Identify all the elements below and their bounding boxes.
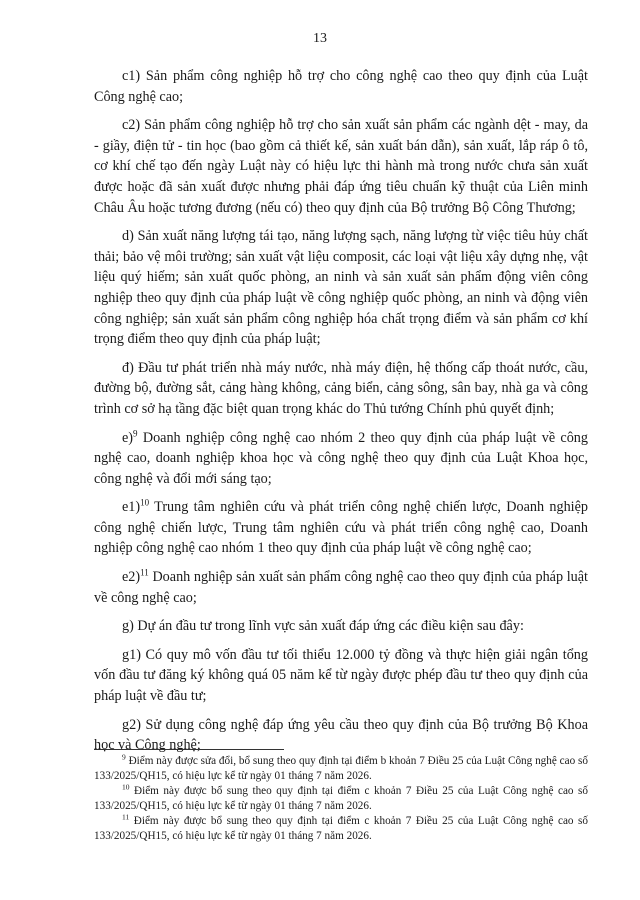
footnote-number: 10 <box>122 782 130 792</box>
paragraph-text: c2) Sản phẩm công nghiệp hỗ trợ cho sản xuất sản phẩm các ngành dệt - may, da - giầy, điện tử - tin học (bao gồm cả thiết kế, sản xuất bán dẫn), sản xuất, lắp ráp ô tô, cơ khí chế tạo đến ngày Luật này có hiệu lực thi hành mà trong nước chưa sản xuất được hoặc đã sản xuất được nhưng phải đáp ứng tiêu chuẩn kỹ thuật của Liên minh Châu Âu hoặc tương đương (nếu có) theo quy định của Bộ trưởng Bộ Công Thương; <box>94 117 588 216</box>
paragraph-g <box>94 616 588 637</box>
footnotes <box>94 754 588 844</box>
footnote-ref: 11 <box>140 567 149 578</box>
footnote-ref: 10 <box>140 497 150 508</box>
paragraph-text: g2) Sử dụng công nghệ đáp ứng yêu cầu theo quy định của Bộ trưởng Bộ Khoa học và Công nghệ; <box>94 716 588 754</box>
paragraph-text: Trung tâm nghiên cứu và phát triển công nghệ chiến lược, Doanh nghiệp công nghệ chiến lược, Trung tâm nghiên cứu và phát triển công nghệ cao, Doanh nghiệp công nghệ cao nhóm 1 theo quy định của pháp luật về công nghệ cao; <box>94 499 588 557</box>
paragraph-label: e1) <box>122 499 141 516</box>
footnote-10 <box>94 784 588 814</box>
footnote-number: 11 <box>122 812 130 822</box>
paragraph-c1 <box>94 66 588 107</box>
paragraph-text: Doanh nghiệp công nghệ cao nhóm 2 theo quy định của pháp luật về công nghệ cao, doanh nghiệp khoa học và công nghệ theo quy định của Luật Khoa học, công nghệ và đổi mới sáng tạo; <box>94 429 588 487</box>
footnote-text: Điểm này được sửa đổi, bổ sung theo quy định tại điểm b khoản 7 Điều 25 của Luật Công nghệ cao số 133/2025/QH15, có hiệu lực kể từ ngày 01 tháng 7 năm 2026. <box>94 755 588 782</box>
paragraph-dd <box>94 358 588 420</box>
footnote-divider <box>94 749 284 750</box>
paragraph-text: d) Sản xuất năng lượng tái tạo, năng lượng sạch, năng lượng từ việc tiêu hủy chất thải; bảo vệ môi trường; sản xuất vật liệu composit, các loại vật liệu xây dựng nhẹ, vật liệu quý hiếm; sản xuất quốc phòng, an ninh và sản xuất sản phẩm động viên công nghiệp theo quy định của pháp luật về công nghiệp quốc phòng, an ninh và động viên công nghiệp; sản xuất sản phẩm công nghiệp hóa chất trọng điểm và sản phẩm cơ khí trọng điểm theo quy định của pháp luật; <box>94 228 588 348</box>
paragraph-e1 <box>94 497 588 559</box>
paragraph-e2 <box>94 567 588 608</box>
footnote-9 <box>94 754 588 784</box>
paragraph-g1 <box>94 645 588 707</box>
body-text <box>94 66 588 764</box>
footnote-number: 9 <box>122 752 126 762</box>
footnote-text: Điểm này được bổ sung theo quy định tại điểm c khoản 7 Điều 25 của Luật Công nghệ cao số 133/2025/QH15, có hiệu lực kể từ ngày 01 tháng 7 năm 2026. <box>94 785 588 812</box>
footnote-text: Điểm này được bổ sung theo quy định tại điểm c khoản 7 Điều 25 của Luật Công nghệ cao số 133/2025/QH15, có hiệu lực kể từ ngày 01 tháng 7 năm 2026. <box>94 815 588 842</box>
paragraph-text: đ) Đầu tư phát triển nhà máy nước, nhà máy điện, hệ thống cấp thoát nước, cầu, đường bộ, đường sắt, cảng hàng không, cảng biển, cảng sông, sân bay, nhà ga và công trình cơ sở hạ tầng đặc biệt quan trọng khác do Thủ tướng Chính phủ quyết định; <box>94 359 588 417</box>
page-number: 13 <box>313 31 327 46</box>
paragraph-text: Doanh nghiệp sản xuất sản phẩm công nghệ cao theo quy định của pháp luật về công nghệ cao; <box>94 569 588 606</box>
footnote-11 <box>94 814 588 844</box>
paragraph-text: g1) Có quy mô vốn đầu tư tối thiểu 12.000 tỷ đồng và thực hiện giải ngân tổng vốn đầu tư đăng ký không quá 05 năm kể từ ngày được phép đầu tư theo quy định của pháp luật về đầu tư; <box>94 646 588 705</box>
paragraph-text: c1) Sản phẩm công nghiệp hỗ trợ cho công nghệ cao theo quy định của Luật Công nghệ cao; <box>94 68 588 105</box>
footnote-ref: 9 <box>133 427 138 438</box>
paragraph-d <box>94 226 588 350</box>
paragraph-e <box>94 428 588 490</box>
paragraph-text: g) Dự án đầu tư trong lĩnh vực sản xuất đáp ứng các điều kiện sau đây: <box>122 618 524 635</box>
paragraph-label: e) <box>122 429 134 446</box>
paragraph-c2 <box>94 115 588 218</box>
paragraph-label: e2) <box>122 569 141 586</box>
